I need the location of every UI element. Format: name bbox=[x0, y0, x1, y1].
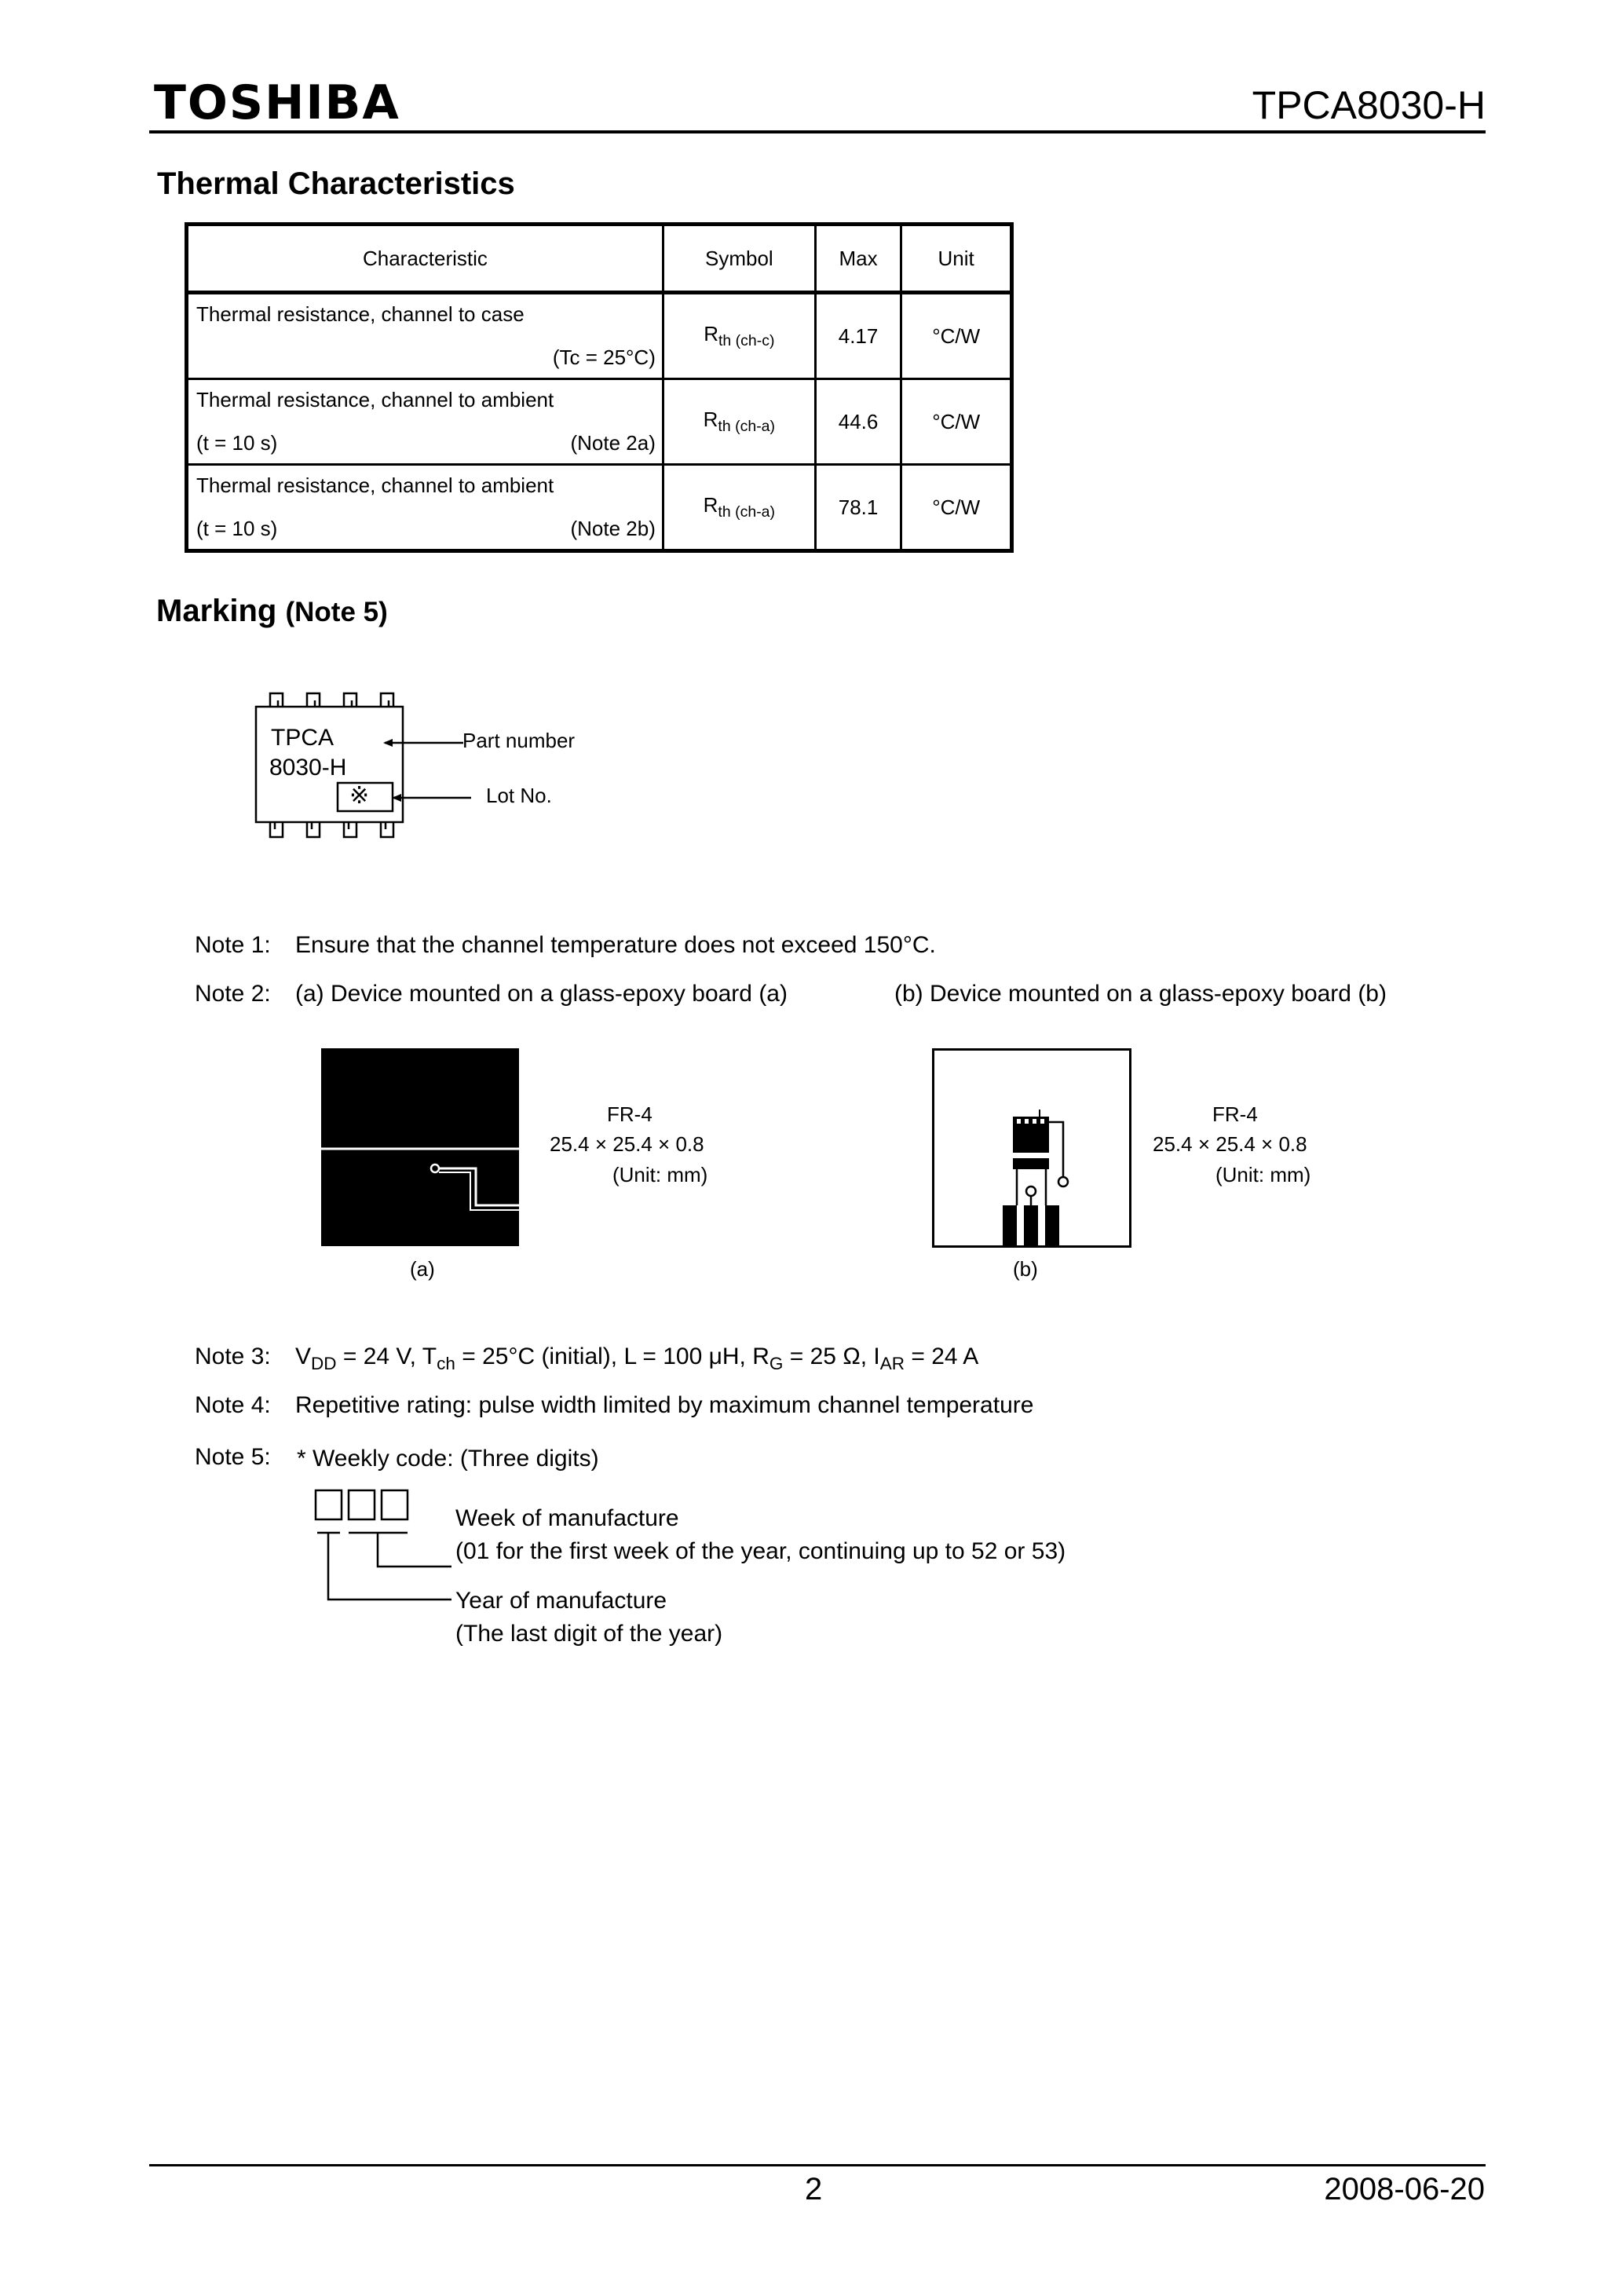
note3-vdd: V bbox=[295, 1344, 312, 1369]
max-cell: 44.6 bbox=[815, 379, 901, 465]
note1-text: Ensure that the channel temperature does not exceed 150°C. bbox=[295, 932, 936, 958]
board-b-figure bbox=[932, 1048, 1131, 1248]
figure-a-label: (a) bbox=[410, 1257, 435, 1281]
symbol-cell bbox=[663, 379, 815, 465]
symbol-sub: th (ch-c) bbox=[718, 332, 775, 350]
board-a-material: FR-4 bbox=[607, 1102, 652, 1126]
arrow-head bbox=[383, 739, 393, 747]
marking-note-ref: (Note 5) bbox=[285, 597, 388, 627]
chip-marking-line2: 8030-H bbox=[269, 755, 347, 781]
week-detail: (01 for the first week of the year, continuing up to 52 or 53) bbox=[455, 1538, 1066, 1564]
note2a-text: (a) Device mounted on a glass-epoxy board (a) bbox=[295, 981, 788, 1007]
symbol-main: R bbox=[704, 321, 718, 345]
note2-label: Note 2: bbox=[195, 981, 271, 1007]
board-b-unit: (Unit: mm) bbox=[1215, 1163, 1311, 1186]
characteristic-cell bbox=[187, 293, 663, 379]
revision-date: 2008-06-20 bbox=[1324, 2172, 1485, 2206]
unit-cell: °C/W bbox=[901, 465, 1012, 551]
note3-part3: = 25 Ω, I bbox=[783, 1344, 880, 1369]
lead-bottom-3 bbox=[344, 822, 356, 837]
note3-iar-sub: AR bbox=[879, 1354, 905, 1373]
digit-box-week-1 bbox=[349, 1490, 375, 1519]
year-detail: (The last digit of the year) bbox=[455, 1621, 723, 1647]
lead-bottom-1 bbox=[270, 822, 283, 837]
lead-top-3 bbox=[344, 693, 356, 707]
header-divider bbox=[149, 130, 1486, 133]
symbol-cell bbox=[663, 465, 815, 551]
board-b-material: FR-4 bbox=[1212, 1102, 1258, 1126]
lead-top-2 bbox=[307, 693, 320, 707]
board-a-figure bbox=[321, 1048, 519, 1246]
note4-text: Repetitive rating: pulse width limited by maximum channel temperature bbox=[295, 1392, 1034, 1418]
note3-tch-sub: ch bbox=[437, 1354, 455, 1373]
table-header-row bbox=[187, 225, 1012, 293]
week-of-manufacture: Week of manufacture bbox=[455, 1505, 679, 1531]
thermal-section-title: Thermal Characteristics bbox=[157, 166, 515, 201]
symbol-sub: th (ch-a) bbox=[718, 418, 776, 436]
unit-cell: °C/W bbox=[901, 293, 1012, 379]
lot-label: Lot No. bbox=[486, 784, 552, 807]
year-of-manufacture: Year of manufacture bbox=[455, 1588, 667, 1614]
table-row bbox=[187, 465, 1012, 551]
note4-label: Note 4: bbox=[195, 1392, 271, 1418]
lead-bottom-2 bbox=[307, 822, 320, 837]
note5-text: * Weekly code: (Three digits) bbox=[297, 1446, 599, 1472]
symbol-cell bbox=[663, 293, 815, 379]
max-cell: 78.1 bbox=[815, 465, 901, 551]
max-cell: 4.17 bbox=[815, 293, 901, 379]
characteristic-cell bbox=[187, 379, 663, 465]
thermal-table bbox=[185, 222, 1014, 553]
symbol-main: R bbox=[703, 492, 718, 517]
table-row bbox=[187, 379, 1012, 465]
col-header-symbol: Symbol bbox=[663, 225, 815, 293]
digit-box-year bbox=[316, 1490, 342, 1519]
page-number: 2 bbox=[805, 2172, 823, 2206]
col-header-characteristic: Characteristic bbox=[187, 225, 663, 293]
board-b-dimensions: 25.4 × 25.4 × 0.8 bbox=[1153, 1132, 1307, 1156]
note5-label: Note 5: bbox=[195, 1444, 271, 1470]
table-row bbox=[187, 293, 1012, 379]
note2b-text: (b) Device mounted on a glass-epoxy board (b) bbox=[894, 981, 1387, 1007]
marking-title: Marking bbox=[156, 594, 277, 628]
note3-part2: = 25°C (initial), L = 100 μH, R bbox=[455, 1344, 769, 1369]
note3-text bbox=[295, 1343, 978, 1378]
symbol-sub: th (ch-a) bbox=[718, 503, 776, 521]
board-a-unit: (Unit: mm) bbox=[612, 1163, 708, 1186]
col-header-max: Max bbox=[815, 225, 901, 293]
lead-bottom-4 bbox=[381, 822, 393, 837]
part-number-label: Part number bbox=[462, 729, 576, 752]
marking-section-title bbox=[156, 592, 388, 631]
note3-vdd-sub: DD bbox=[311, 1354, 337, 1373]
footer-divider bbox=[149, 2164, 1486, 2166]
characteristic-text: Thermal resistance, channel to case bbox=[196, 302, 525, 326]
note1-label: Note 1: bbox=[195, 932, 271, 958]
condition-note: (Note 2a) bbox=[570, 431, 656, 455]
lot-symbol: ※ bbox=[349, 783, 370, 809]
part-number-header: TPCA8030-H bbox=[1252, 83, 1486, 127]
weekly-code-diagram bbox=[310, 1488, 459, 1606]
unit-cell: °C/W bbox=[901, 379, 1012, 465]
condition-note: (Note 2b) bbox=[570, 517, 656, 540]
symbol-main: R bbox=[703, 407, 718, 431]
digit-box-week-2 bbox=[382, 1490, 408, 1519]
condition-text: (t = 10 s) bbox=[196, 517, 278, 540]
characteristic-text: Thermal resistance, channel to ambient bbox=[196, 473, 554, 497]
note3-label: Note 3: bbox=[195, 1344, 271, 1369]
board-a-dimensions: 25.4 × 25.4 × 0.8 bbox=[550, 1132, 704, 1156]
note3-part1: = 24 V, T bbox=[336, 1344, 437, 1369]
figure-b-label: (b) bbox=[1013, 1257, 1038, 1281]
col-header-unit: Unit bbox=[901, 225, 1012, 293]
note3-rg-sub: G bbox=[769, 1354, 784, 1373]
note3-part4: = 24 A bbox=[905, 1344, 979, 1369]
chip-marking-line1: TPCA bbox=[271, 725, 334, 751]
condition-text: (t = 10 s) bbox=[196, 431, 278, 455]
characteristic-text: Thermal resistance, channel to ambient bbox=[196, 388, 554, 411]
lead-top-1 bbox=[270, 693, 283, 707]
characteristic-cell bbox=[187, 465, 663, 551]
lead-top-4 bbox=[381, 693, 393, 707]
toshiba-logo: TOSHIBA bbox=[154, 75, 400, 130]
condition-note: (Tc = 25°C) bbox=[552, 345, 656, 369]
